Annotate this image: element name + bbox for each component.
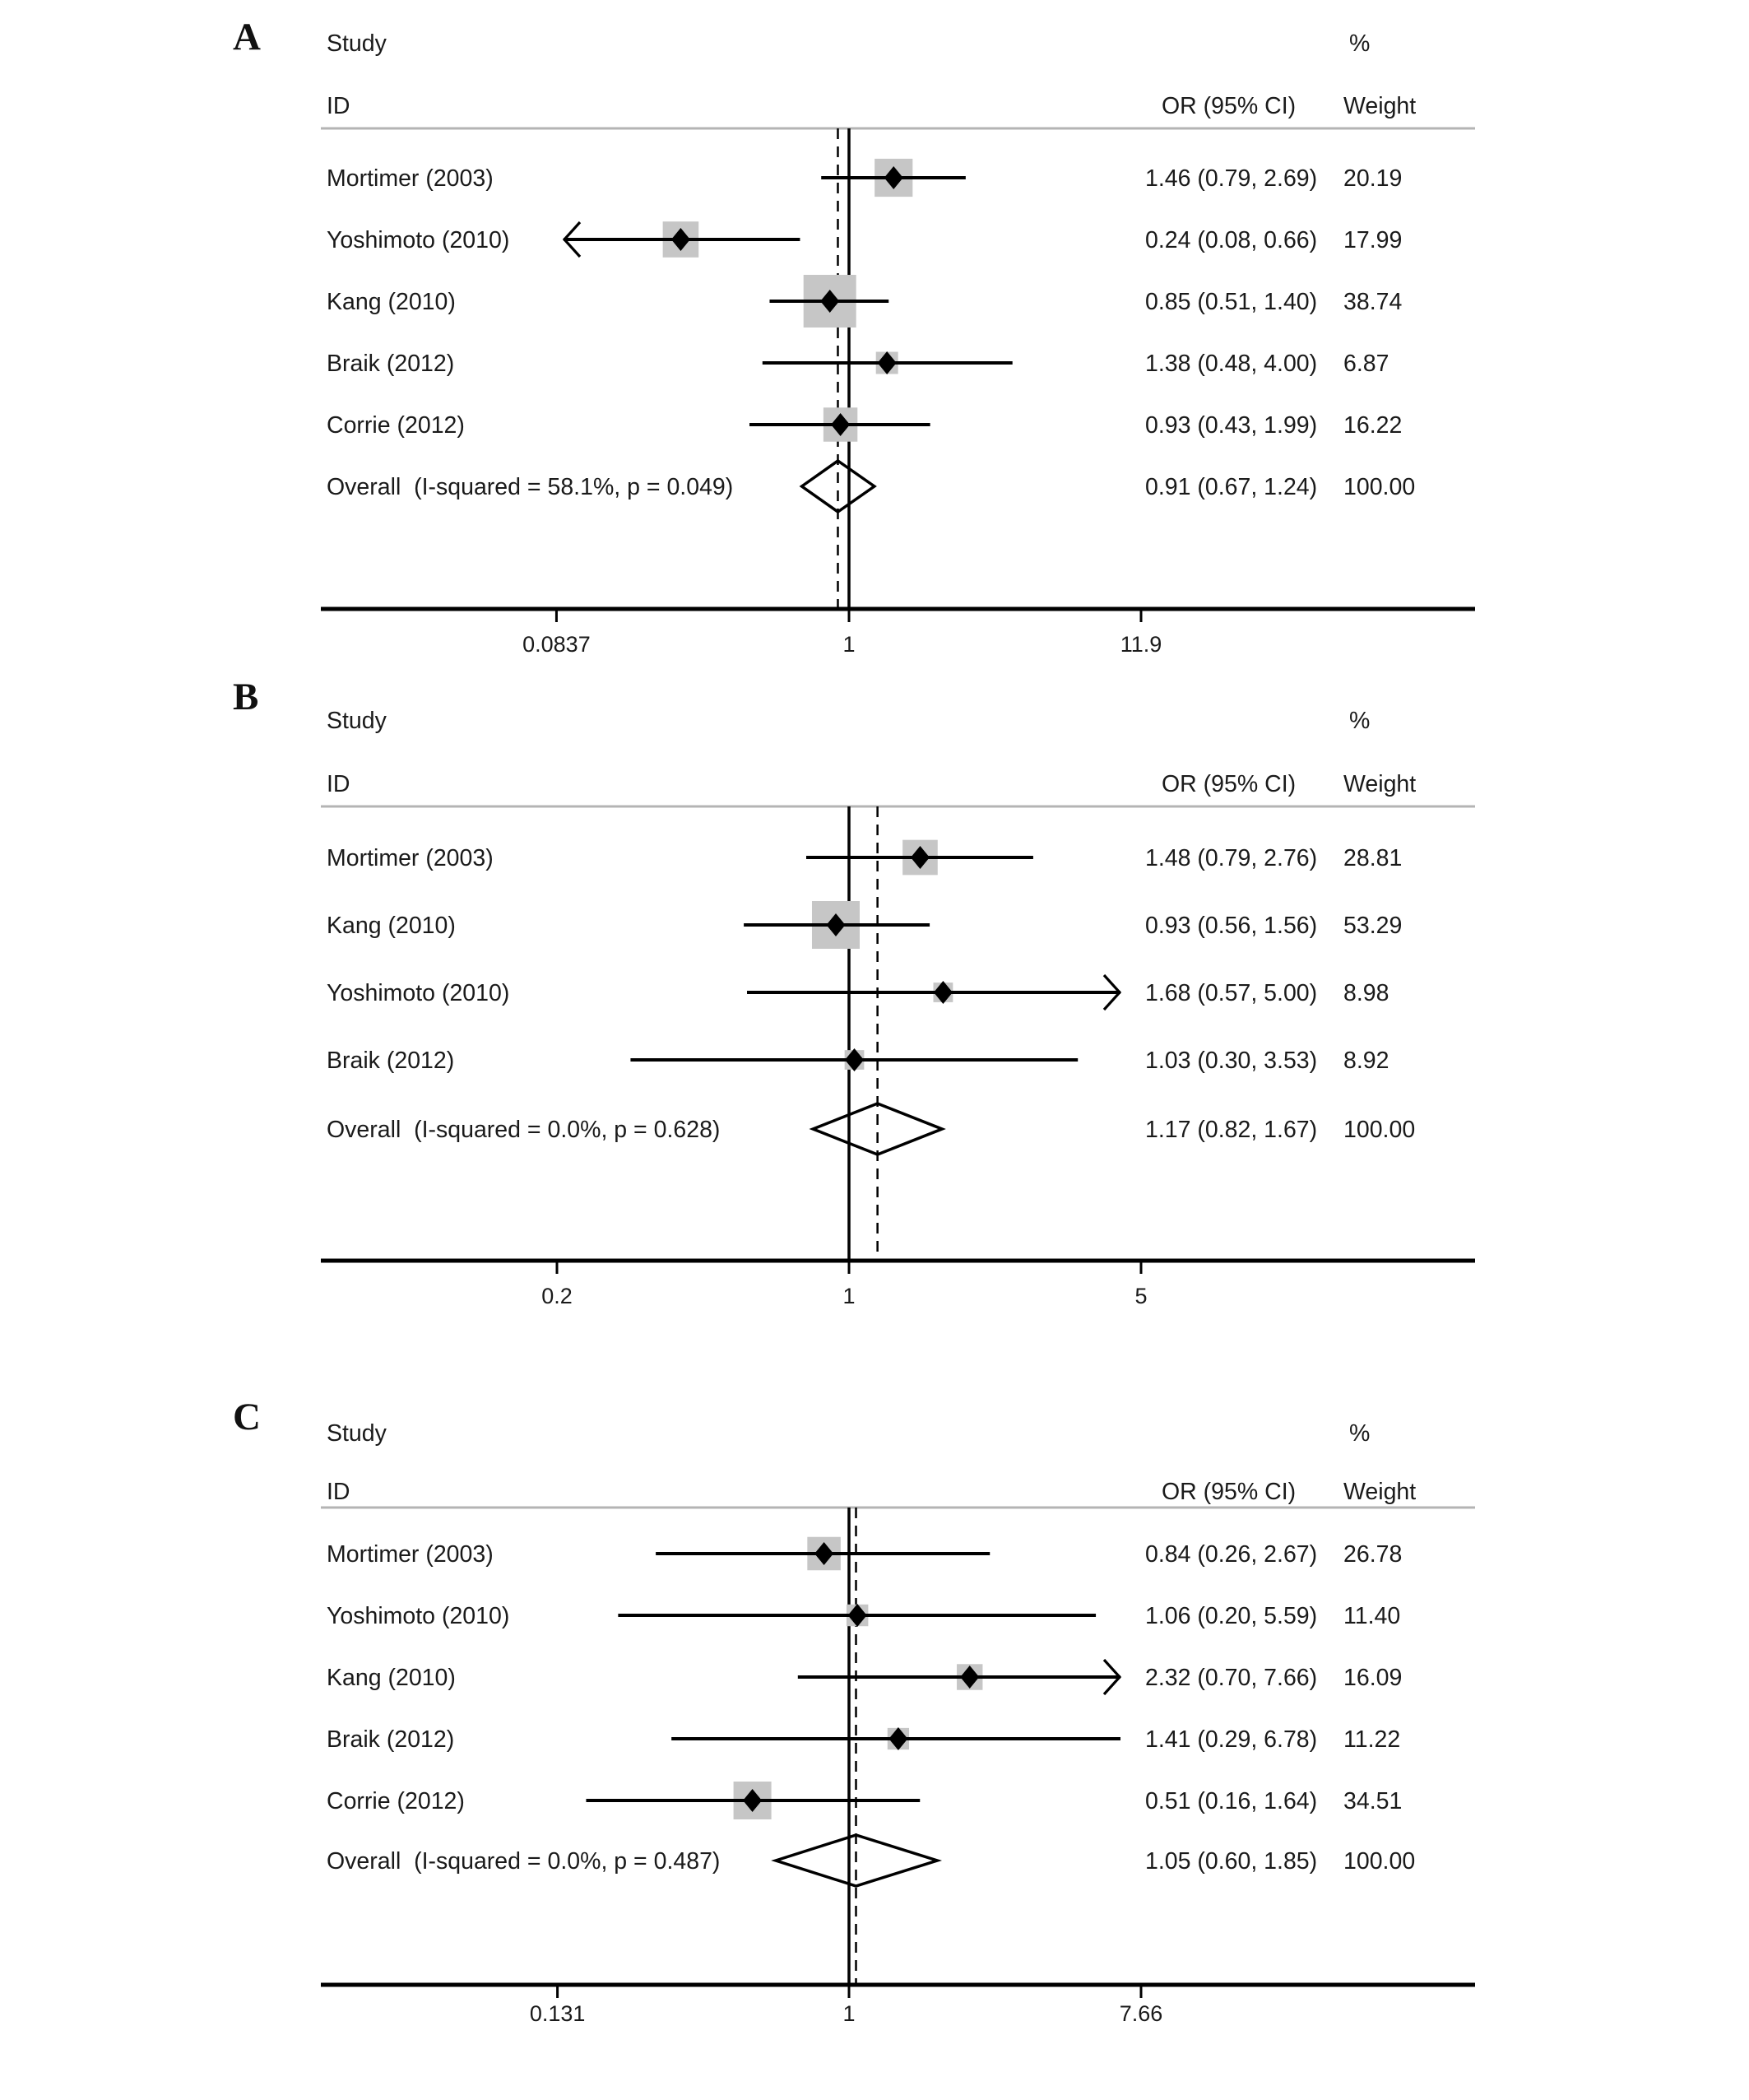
study-label: Yoshimoto (2010) xyxy=(327,1603,510,1629)
overall-or-ci-value: 1.17 (0.82, 1.67) xyxy=(1145,1117,1318,1143)
overall-or-ci-value: 1.05 (0.60, 1.85) xyxy=(1145,1848,1318,1875)
or-ci-value: 1.48 (0.79, 2.76) xyxy=(1145,845,1318,871)
study-label: Mortimer (2003) xyxy=(327,165,494,192)
or-ci-value: 0.93 (0.56, 1.56) xyxy=(1145,913,1318,939)
or-ci-value: 1.41 (0.29, 6.78) xyxy=(1145,1726,1318,1753)
study-label: Kang (2010) xyxy=(327,1665,456,1691)
study-label: Kang (2010) xyxy=(327,289,456,315)
panel-c-header-id: ID xyxy=(327,1479,350,1505)
axis-tick-label: 7.66 xyxy=(1119,2001,1163,2026)
panel-b-header-or: OR (95% CI) xyxy=(1162,771,1297,797)
weight-value: 11.22 xyxy=(1343,1726,1401,1753)
or-ci-value: 1.38 (0.48, 4.00) xyxy=(1145,351,1318,377)
overall-diamond xyxy=(776,1835,937,1886)
panel-b-header-weight: Weight xyxy=(1343,771,1417,797)
weight-value: 11.40 xyxy=(1343,1603,1401,1629)
panel-b-header-pct: % xyxy=(1349,708,1371,734)
panel-C-graphics xyxy=(321,1508,1475,2026)
study-label: Braik (2012) xyxy=(327,1048,455,1074)
axis-tick-label: 5 xyxy=(1134,1284,1148,1308)
or-ci-value: 1.03 (0.30, 3.53) xyxy=(1145,1048,1318,1074)
study-label: Mortimer (2003) xyxy=(327,845,494,871)
weight-value: 26.78 xyxy=(1343,1541,1403,1568)
axis-tick-label: 11.9 xyxy=(1120,632,1162,657)
panel-b-header-id: ID xyxy=(327,771,350,797)
or-ci-value: 0.85 (0.51, 1.40) xyxy=(1145,289,1318,315)
study-label: Yoshimoto (2010) xyxy=(327,980,510,1006)
or-ci-value: 0.51 (0.16, 1.64) xyxy=(1145,1788,1318,1814)
or-ci-value: 0.93 (0.43, 1.99) xyxy=(1145,412,1318,439)
weight-value: 8.92 xyxy=(1343,1048,1389,1074)
weight-value: 20.19 xyxy=(1343,165,1403,192)
panel-a-header-study: Study xyxy=(327,30,387,57)
study-label: Yoshimoto (2010) xyxy=(327,227,510,253)
panel-B-graphics xyxy=(321,806,1475,1308)
overall-label: Overall (I-squared = 0.0%, p = 0.628) xyxy=(327,1117,721,1143)
or-ci-value: 2.32 (0.70, 7.66) xyxy=(1145,1665,1318,1691)
axis-tick-label: 1 xyxy=(842,632,856,657)
panel-a-letter: A xyxy=(233,16,261,58)
study-label: Kang (2010) xyxy=(327,913,456,939)
overall-weight-value: 100.00 xyxy=(1343,474,1416,500)
overall-label: Overall (I-squared = 0.0%, p = 0.487) xyxy=(327,1848,721,1875)
study-label: Corrie (2012) xyxy=(327,1788,465,1814)
axis-tick-label: 1 xyxy=(842,1284,856,1308)
axis-tick-label: 0.0837 xyxy=(522,632,591,657)
panel-a-header-or: OR (95% CI) xyxy=(1162,93,1297,119)
panel-a-header-id: ID xyxy=(327,93,350,119)
panel-A-graphics xyxy=(321,128,1475,657)
study-label: Braik (2012) xyxy=(327,1726,455,1753)
panel-b-header-study: Study xyxy=(327,708,387,734)
axis-tick-label: 0.2 xyxy=(541,1284,573,1308)
weight-value: 16.22 xyxy=(1343,412,1403,439)
study-label: Mortimer (2003) xyxy=(327,1541,494,1568)
axis-tick-label: 0.131 xyxy=(529,2001,586,2026)
or-ci-value: 0.84 (0.26, 2.67) xyxy=(1145,1541,1318,1568)
panel-c-header-pct: % xyxy=(1349,1420,1371,1447)
study-label: Corrie (2012) xyxy=(327,412,465,439)
weight-value: 34.51 xyxy=(1343,1788,1403,1814)
overall-label: Overall (I-squared = 58.1%, p = 0.049) xyxy=(327,474,734,500)
weight-value: 16.09 xyxy=(1343,1665,1403,1691)
overall-diamond xyxy=(813,1103,942,1155)
overall-weight-value: 100.00 xyxy=(1343,1848,1416,1875)
weight-value: 6.87 xyxy=(1343,351,1389,377)
weight-value: 8.98 xyxy=(1343,980,1389,1006)
panel-c-header-weight: Weight xyxy=(1343,1479,1417,1505)
or-ci-value: 1.06 (0.20, 5.59) xyxy=(1145,1603,1318,1629)
weight-value: 28.81 xyxy=(1343,845,1403,871)
panel-c-header-or: OR (95% CI) xyxy=(1162,1479,1297,1505)
panel-a-header-pct: % xyxy=(1349,30,1371,57)
overall-weight-value: 100.00 xyxy=(1343,1117,1416,1143)
study-label: Braik (2012) xyxy=(327,351,455,377)
overall-or-ci-value: 0.91 (0.67, 1.24) xyxy=(1145,474,1318,500)
weight-value: 53.29 xyxy=(1343,913,1403,939)
weight-value: 17.99 xyxy=(1343,227,1403,253)
panel-c-letter: C xyxy=(233,1396,261,1438)
or-ci-value: 1.46 (0.79, 2.69) xyxy=(1145,165,1318,192)
panel-a-header-weight: Weight xyxy=(1343,93,1417,119)
or-ci-value: 0.24 (0.08, 0.66) xyxy=(1145,227,1318,253)
panel-c-header-study: Study xyxy=(327,1420,387,1447)
overall-diamond xyxy=(802,461,874,512)
panel-b-letter: B xyxy=(233,676,259,718)
weight-value: 38.74 xyxy=(1343,289,1403,315)
axis-tick-label: 1 xyxy=(842,2001,856,2026)
or-ci-value: 1.68 (0.57, 5.00) xyxy=(1145,980,1318,1006)
